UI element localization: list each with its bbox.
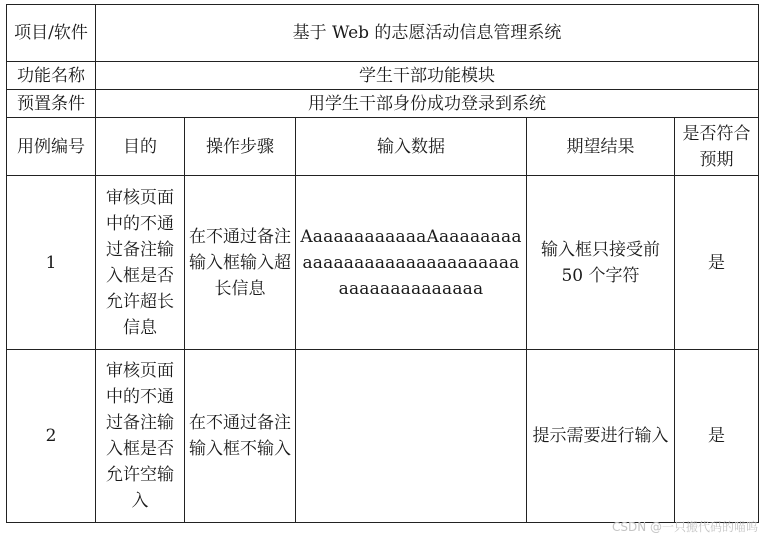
case-id: 1 xyxy=(7,176,96,350)
case-pass: 是 xyxy=(675,176,759,350)
case-steps: 在不通过备注输入框输入超长信息 xyxy=(185,176,296,350)
case-purpose: 审核页面中的不通过备注输入框是否允许超长信息 xyxy=(96,176,185,350)
project-value: 基于 Web 的志愿活动信息管理系统 xyxy=(96,5,759,62)
project-label: 项目/软件 xyxy=(7,5,96,62)
case-input xyxy=(296,350,527,523)
precondition-row xyxy=(7,90,759,118)
col-header-expected: 期望结果 xyxy=(527,118,675,176)
col-header-id: 用例编号 xyxy=(7,118,96,176)
case-pass: 是 xyxy=(675,350,759,523)
table-row xyxy=(7,176,759,350)
column-header-row xyxy=(7,118,759,176)
table-row xyxy=(7,350,759,523)
module-value: 学生干部功能模块 xyxy=(96,62,759,90)
module-row xyxy=(7,62,759,90)
module-label: 功能名称 xyxy=(7,62,96,90)
case-expected: 提示需要进行输入 xyxy=(527,350,675,523)
csdn-watermark: CSDN @一只搬代码的喵呜 xyxy=(611,520,758,534)
test-case-table xyxy=(6,4,759,523)
precondition-label: 预置条件 xyxy=(7,90,96,118)
case-input: AaaaaaaaaaaaAaaaaaaaaaaaaaaaaaaaaaaaaaaaaaaaaaaaaaaaaaaa xyxy=(296,176,527,350)
col-header-input: 输入数据 xyxy=(296,118,527,176)
case-purpose: 审核页面中的不通过备注输入框是否允许空输入 xyxy=(96,350,185,523)
case-expected: 输入框只接受前 50 个字符 xyxy=(527,176,675,350)
precondition-value: 用学生干部身份成功登录到系统 xyxy=(96,90,759,118)
project-row xyxy=(7,5,759,62)
col-header-purpose: 目的 xyxy=(96,118,185,176)
case-steps: 在不通过备注输入框不输入 xyxy=(185,350,296,523)
col-header-pass: 是否符合预期 xyxy=(675,118,759,176)
case-id: 2 xyxy=(7,350,96,523)
col-header-steps: 操作步骤 xyxy=(185,118,296,176)
